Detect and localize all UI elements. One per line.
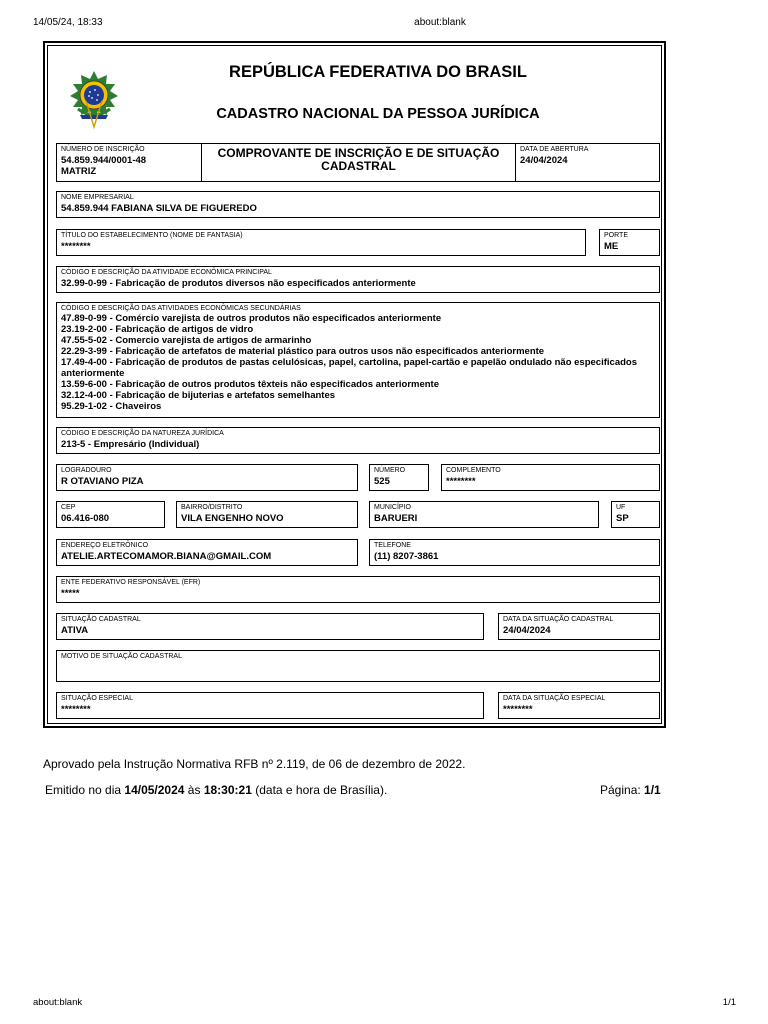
inscricao-box bbox=[56, 143, 202, 182]
numero-box bbox=[369, 464, 429, 491]
document-frame bbox=[43, 41, 666, 728]
comprovante-box bbox=[201, 143, 516, 182]
porte-value: ME bbox=[604, 241, 619, 252]
atividade-principal-value: 32.99-0-99 - Fabricação de produtos diversos não especificados anteriormente bbox=[61, 278, 416, 289]
logradouro-label: LOGRADOURO bbox=[61, 467, 112, 474]
list-item: 23.19-2-00 - Fabricação de artigos de vidro bbox=[61, 324, 254, 335]
email-label: ENDEREÇO ELETRÔNICO bbox=[61, 542, 149, 549]
list-item: 47.55-5-02 - Comercio varejista de artigos de armarinho bbox=[61, 335, 312, 346]
atividades-secundarias-label: CÓDIGO E DESCRIÇÃO DAS ATIVIDADES ECONÔMICAS SECUNDÁRIAS bbox=[61, 305, 301, 312]
atividades-secundarias-box bbox=[56, 302, 660, 418]
print-datetime: 14/05/24, 18:33 bbox=[33, 17, 103, 28]
atividades-secundarias-list bbox=[61, 313, 653, 412]
inscricao-value: 54.859.944/0001-48 bbox=[61, 155, 147, 166]
cep-label: CEP bbox=[61, 504, 76, 511]
telefone-box bbox=[369, 539, 660, 566]
document-title: REPÚBLICA FEDERATIVA DO BRASIL bbox=[229, 63, 527, 81]
print-url-top: about:blank bbox=[414, 17, 466, 28]
complemento-label: COMPLEMENTO bbox=[446, 467, 501, 474]
logradouro-box bbox=[56, 464, 358, 491]
motivo-box bbox=[56, 650, 660, 682]
nome-empresarial-value: 54.859.944 FABIANA SILVA DE FIGUEREDO bbox=[61, 203, 257, 214]
situacao-box bbox=[56, 613, 484, 640]
efr-label: ENTE FEDERATIVO RESPONSÁVEL (EFR) bbox=[61, 579, 201, 586]
natureza-juridica-value: 213-5 - Empresário (Individual) bbox=[61, 439, 200, 450]
document-inner bbox=[47, 45, 662, 724]
emitido-suffix: (data e hora de Brasília). bbox=[255, 783, 388, 797]
data-situacao-especial-box bbox=[498, 692, 660, 719]
pagina-label: Página: bbox=[600, 783, 641, 797]
data-situacao-label: DATA DA SITUAÇÃO CADASTRAL bbox=[503, 616, 614, 623]
municipio-label: MUNICÍPIO bbox=[374, 504, 411, 511]
fantasia-label: TÍTULO DO ESTABELECIMENTO (NOME DE FANTASIA) bbox=[61, 232, 243, 239]
cep-box bbox=[56, 501, 165, 528]
complemento-value: ******** bbox=[446, 476, 476, 487]
data-situacao-box bbox=[498, 613, 660, 640]
emitido-date: 14/05/2024 bbox=[124, 783, 185, 797]
data-situacao-value: 24/04/2024 bbox=[503, 625, 551, 636]
data-situacao-especial-label: DATA DA SITUAÇÃO ESPECIAL bbox=[503, 695, 606, 702]
emitido-mid: às bbox=[187, 783, 201, 797]
situacao-label: SITUAÇÃO CADASTRAL bbox=[61, 616, 141, 623]
municipio-value: BARUERI bbox=[374, 513, 418, 524]
municipio-box bbox=[369, 501, 599, 528]
natureza-juridica-box bbox=[56, 427, 660, 454]
abertura-label: DATA DE ABERTURA bbox=[520, 146, 589, 153]
inscricao-label: NÚMERO DE INSCRIÇÃO bbox=[61, 146, 145, 153]
nome-empresarial-label: NOME EMPRESARIAL bbox=[61, 194, 134, 201]
inscricao-type: MATRIZ bbox=[61, 166, 97, 177]
abertura-value: 24/04/2024 bbox=[520, 155, 568, 166]
atividade-principal-box bbox=[56, 266, 660, 293]
fantasia-value: ******** bbox=[61, 241, 91, 252]
atividade-principal-label: CÓDIGO E DESCRIÇÃO DA ATIVIDADE ECONÔMICA PRINCIPAL bbox=[61, 269, 272, 276]
aprovado-note: Aprovado pela Instrução Normativa RFB nº 2.119, de 06 de dezembro de 2022. bbox=[43, 757, 466, 771]
document-subtitle: CADASTRO NACIONAL DA PESSOA JURÍDICA bbox=[216, 106, 540, 122]
uf-label: UF bbox=[616, 504, 626, 511]
emitido-time: 18:30:21 bbox=[203, 783, 252, 797]
emitido-note bbox=[45, 783, 387, 797]
uf-value: SP bbox=[616, 513, 629, 524]
numero-label: NÚMERO bbox=[374, 467, 406, 474]
list-item: 22.29-3-99 - Fabricação de artefatos de material plástico para outros usos não especificados anteriormente bbox=[61, 346, 545, 357]
list-item: 17.49-4-00 - Fabricação de produtos de pastas celulósicas, papel, cartolina, papel-cartão e papelão ondulado não especificados anteriormente bbox=[61, 357, 637, 379]
print-url-bottom: about:blank bbox=[33, 997, 83, 1008]
list-item: 95.29-1-02 - Chaveiros bbox=[61, 401, 162, 412]
situacao-value: ATIVA bbox=[61, 625, 89, 636]
comprovante-title: COMPROVANTE DE INSCRIÇÃO E DE SITUAÇÃO CADASTRAL bbox=[217, 146, 500, 173]
telefone-value: (11) 8207-3861 bbox=[374, 551, 439, 562]
situacao-especial-box bbox=[56, 692, 484, 719]
logradouro-value: R OTAVIANO PIZA bbox=[61, 476, 144, 487]
telefone-label: TELEFONE bbox=[374, 542, 411, 549]
numero-value: 525 bbox=[374, 476, 390, 487]
email-box bbox=[56, 539, 358, 566]
fantasia-box bbox=[56, 229, 586, 256]
page-indicator bbox=[600, 783, 661, 797]
data-situacao-especial-value: ******** bbox=[503, 704, 533, 715]
print-page-count: 1/1 bbox=[722, 997, 736, 1008]
bairro-box bbox=[176, 501, 358, 528]
uf-box bbox=[611, 501, 660, 528]
motivo-label: MOTIVO DE SITUAÇÃO CADASTRAL bbox=[61, 653, 182, 660]
situacao-especial-label: SITUAÇÃO ESPECIAL bbox=[61, 695, 133, 702]
email-value: ATELIE.ARTECOMAMOR.BIANA@GMAIL.COM bbox=[61, 551, 272, 562]
porte-label: PORTE bbox=[604, 232, 628, 239]
situacao-especial-value: ******** bbox=[61, 704, 91, 715]
porte-box bbox=[599, 229, 660, 256]
bairro-label: BAIRRO/DISTRITO bbox=[181, 504, 243, 511]
bairro-value: VILA ENGENHO NOVO bbox=[181, 513, 284, 524]
emitido-prefix: Emitido no dia bbox=[45, 783, 122, 797]
cep-value: 06.416-080 bbox=[61, 513, 110, 524]
list-item: 47.89-0-99 - Comércio varejista de outros produtos não especificados anteriormente bbox=[61, 313, 442, 324]
abertura-box bbox=[515, 143, 660, 182]
pagina-value: 1/1 bbox=[644, 783, 661, 797]
efr-value: ***** bbox=[61, 588, 80, 599]
list-item: 32.12-4-00 - Fabricação de bijuterias e artefatos semelhantes bbox=[61, 390, 336, 401]
nome-empresarial-box bbox=[56, 191, 660, 218]
complemento-box bbox=[441, 464, 660, 491]
brazil-coat-of-arms-icon bbox=[64, 69, 124, 129]
efr-box bbox=[56, 576, 660, 603]
natureza-juridica-label: CÓDIGO E DESCRIÇÃO DA NATUREZA JURÍDICA bbox=[61, 430, 224, 437]
list-item: 13.59-6-00 - Fabricação de outros produtos têxteis não especificados anteriormente bbox=[61, 379, 440, 390]
